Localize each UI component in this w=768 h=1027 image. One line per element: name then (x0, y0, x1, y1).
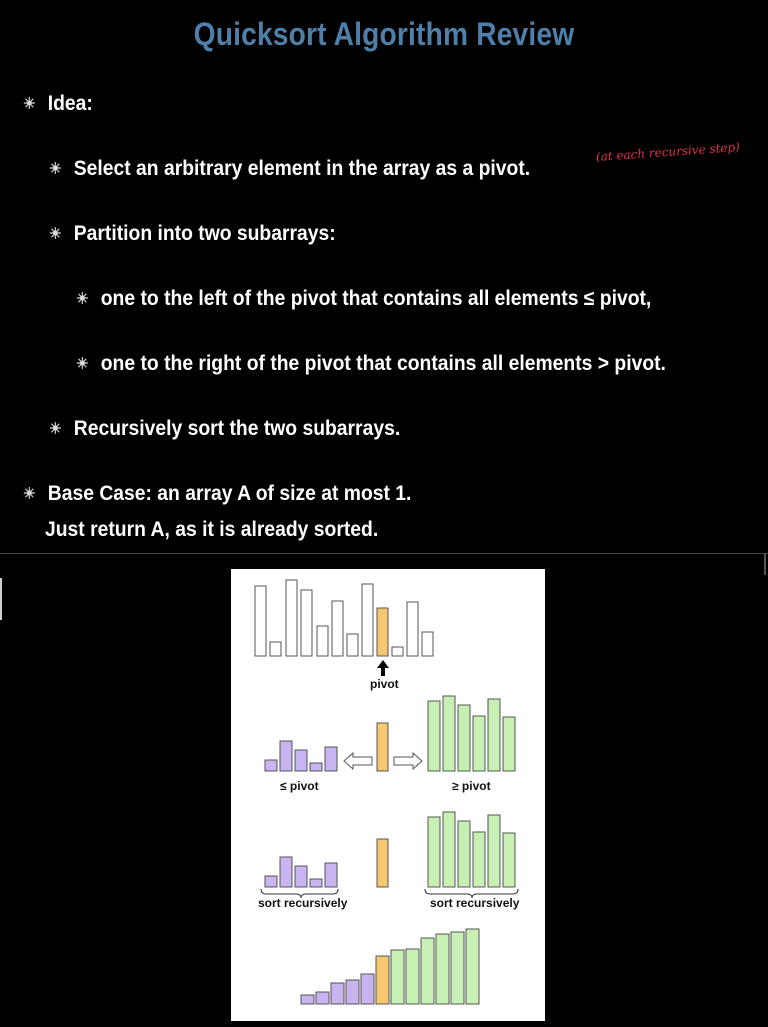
array-bar (422, 632, 433, 656)
right-bar (503, 717, 515, 771)
left-bar (295, 750, 307, 771)
sorted-bar (316, 992, 329, 1004)
right-bar (473, 832, 485, 887)
array-bar (301, 590, 312, 656)
ge-pivot-label: ≥ pivot (452, 779, 491, 793)
bullet-left-subarray (75, 287, 651, 311)
pivot-bar (377, 839, 388, 887)
bullet-partition (48, 222, 336, 246)
left-bar (280, 741, 292, 771)
right-bar (458, 821, 470, 887)
left-bar (280, 857, 292, 887)
sorted-bar (346, 980, 359, 1004)
sorted-array (301, 929, 479, 1004)
star-bullet-icon (75, 290, 90, 306)
sorted-bar (436, 934, 449, 1004)
array-bar (407, 602, 418, 656)
bullet-text: one to the right of the pivot that contains all elements > pivot. (100, 352, 666, 375)
right-partition (428, 696, 515, 771)
right-bar (443, 696, 455, 771)
bullet-text: Partition into two subarrays: (73, 222, 336, 245)
quicksort-diagram (231, 569, 545, 1021)
sort-recursively-left-label: sort recursively (258, 896, 348, 910)
pivot-arrow-icon (377, 660, 389, 676)
bullet-idea (22, 92, 93, 116)
left-bar (265, 760, 277, 771)
left-partition-recursive (265, 857, 337, 887)
pivot-bar (377, 608, 388, 656)
left-bar (265, 876, 277, 887)
bullet-text: Select an arbitrary element in the array as a pivot. (73, 157, 531, 180)
bullet-recursively-sort (48, 417, 400, 441)
base-case-continuation: Just return A, as it is already sorted. (45, 518, 379, 541)
left-bar (310, 763, 322, 771)
sorted-bar (406, 949, 419, 1004)
bullet-text: Idea: (47, 92, 93, 115)
right-bar (428, 701, 440, 771)
sorted-bar (376, 956, 389, 1004)
sorted-bar (466, 929, 479, 1004)
pivot-label: pivot (370, 677, 399, 691)
left-bar (325, 747, 337, 771)
star-bullet-icon (22, 95, 37, 111)
array-bar (332, 601, 343, 656)
star-bullet-icon (48, 160, 63, 176)
bullet-base-case (22, 482, 411, 506)
right-bar (443, 812, 455, 887)
left-arrow-icon (344, 753, 372, 769)
right-bar (458, 705, 470, 771)
quicksort-diagram-svg (231, 569, 545, 1021)
right-arrow-icon (394, 753, 422, 769)
sorted-bar (361, 974, 374, 1004)
bullet-text: Base Case: an array A of size at most 1. (47, 482, 412, 505)
edge-marker (764, 553, 766, 575)
array-bar (347, 634, 358, 656)
right-bar (428, 817, 440, 887)
left-partition (265, 741, 337, 771)
right-partition-recursive (428, 812, 515, 887)
right-bar (488, 815, 500, 887)
sorted-bar (391, 950, 404, 1004)
array-bar (255, 586, 266, 656)
right-bar (503, 833, 515, 887)
sorted-bar (301, 995, 314, 1004)
handwritten-annotation: (at each recursive step) (595, 139, 741, 164)
sort-recursively-right-label: sort recursively (430, 896, 520, 910)
star-bullet-icon (48, 225, 63, 241)
right-bar (473, 716, 485, 771)
bullet-text: Recursively sort the two subarrays. (73, 417, 401, 440)
slide-divider (0, 553, 768, 554)
sorted-bar (421, 938, 434, 1004)
array-bar (286, 580, 297, 656)
slide-title: Quicksort Algorithm Review (193, 16, 575, 52)
edge-marker (0, 578, 2, 620)
array-bar (392, 647, 403, 656)
bullet-right-subarray (75, 352, 666, 376)
right-bar (488, 699, 500, 771)
unsorted-array (255, 580, 433, 656)
star-bullet-icon (48, 420, 63, 436)
bullet-text: one to the left of the pivot that contains all elements ≤ pivot, (100, 287, 652, 310)
star-bullet-icon (22, 485, 37, 501)
star-bullet-icon (75, 355, 90, 371)
left-bar (310, 879, 322, 887)
left-bar (295, 866, 307, 887)
array-bar (270, 642, 281, 656)
pivot-bar (377, 723, 388, 771)
le-pivot-label: ≤ pivot (280, 779, 319, 793)
sorted-bar (331, 983, 344, 1004)
left-bar (325, 863, 337, 887)
sorted-bar (451, 932, 464, 1004)
array-bar (362, 584, 373, 656)
array-bar (317, 626, 328, 656)
bullet-select-pivot (48, 157, 530, 181)
